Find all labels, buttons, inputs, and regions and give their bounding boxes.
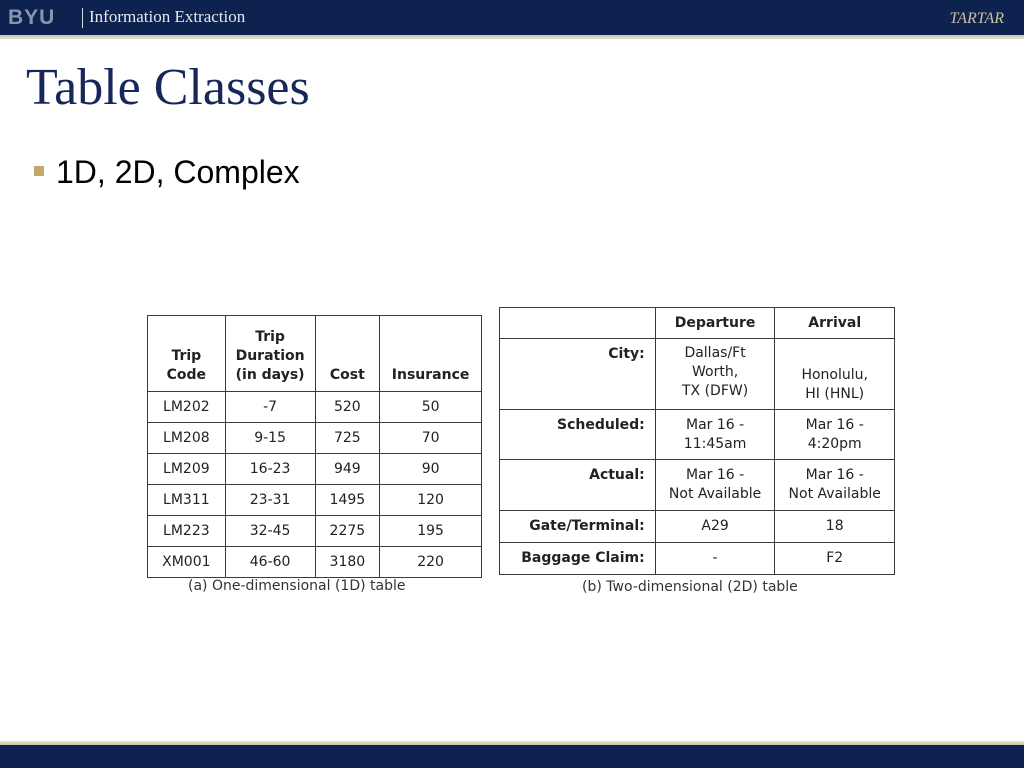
header-right-label: TARTAR (949, 10, 1004, 27)
table-cell (655, 410, 775, 460)
footer-bar (0, 745, 1024, 768)
table-cell: 949 (315, 454, 380, 485)
table-row (148, 516, 482, 547)
cell-text: Honolulu, HI (HNL) (801, 367, 868, 402)
row-header-cell: City: (500, 339, 656, 410)
table-cell (775, 460, 895, 511)
slide-title: Table Classes (26, 59, 310, 116)
table-cell: 18 (775, 511, 895, 543)
table-cell (655, 460, 775, 511)
table-cell: 23-31 (225, 485, 315, 516)
header-cell: Arrival (775, 308, 895, 339)
table-cell: LM209 (148, 454, 226, 485)
table-cell: - (655, 543, 775, 575)
table-row (500, 543, 895, 575)
table-row (148, 547, 482, 578)
table1-caption: (a) One-dimensional (1D) table (188, 578, 406, 594)
cell-text: Mar 16 - 11:45am (683, 416, 747, 452)
table-cell (775, 339, 895, 410)
table-header-row (500, 308, 895, 339)
table-cell: 220 (380, 547, 482, 578)
table-row (500, 339, 895, 410)
table-cell: 46-60 (225, 547, 315, 578)
table-cell: 50 (380, 392, 482, 423)
byu-logo: BYU (8, 6, 56, 29)
table-cell: LM208 (148, 423, 226, 454)
table-row (148, 485, 482, 516)
table-cell: 520 (315, 392, 380, 423)
header-label: Trip Duration (in days) (235, 329, 305, 383)
cell-text: Mar 16 - Not Available (788, 467, 881, 502)
cell-text: Mar 16 - 4:20pm (805, 416, 864, 452)
table-cell: 2275 (315, 516, 380, 547)
header-cell (225, 316, 315, 392)
bullet-text: 1D, 2D, Complex (56, 154, 300, 190)
table-cell: A29 (655, 511, 775, 543)
header-label: Cost (329, 367, 365, 383)
row-header-cell: Scheduled: (500, 410, 656, 460)
table-cell: -7 (225, 392, 315, 423)
header-bar (0, 0, 1024, 35)
table-row (148, 423, 482, 454)
header-divider (0, 35, 1024, 39)
table-cell: 9-15 (225, 423, 315, 454)
table-cell: 90 (380, 454, 482, 485)
table-cell: LM223 (148, 516, 226, 547)
header-cell (500, 308, 656, 339)
table-row (148, 392, 482, 423)
table-cell: 195 (380, 516, 482, 547)
table-cell (775, 410, 895, 460)
cell-text: Dallas/Ft Worth, TX (DFW) (681, 345, 749, 399)
table-cell: LM202 (148, 392, 226, 423)
table-cell: 120 (380, 485, 482, 516)
table-header-row (148, 316, 482, 392)
table-cell: F2 (775, 543, 895, 575)
table-cell: LM311 (148, 485, 226, 516)
table-cell: 16-23 (225, 454, 315, 485)
table-cell: 32-45 (225, 516, 315, 547)
one-dimensional-table (147, 315, 482, 578)
table-cell: 70 (380, 423, 482, 454)
header-cell (315, 316, 380, 392)
table-cell (655, 339, 775, 410)
row-header-cell: Gate/Terminal: (500, 511, 656, 543)
table-cell: 725 (315, 423, 380, 454)
two-dimensional-table (499, 307, 895, 575)
row-header-cell: Actual: (500, 460, 656, 511)
header-cell (380, 316, 482, 392)
bullet-square-icon (34, 166, 44, 176)
table-cell: XM001 (148, 547, 226, 578)
table-cell: 3180 (315, 547, 380, 578)
table-row (148, 454, 482, 485)
table-cell: 1495 (315, 485, 380, 516)
cell-text: Mar 16 - Not Available (668, 467, 762, 502)
header-separator (82, 8, 83, 28)
row-header-cell: Baggage Claim: (500, 543, 656, 575)
header-label: Insurance (391, 367, 470, 383)
header-label: Trip Code (166, 348, 207, 383)
table-row (500, 511, 895, 543)
table-row (500, 460, 895, 511)
table-row (500, 410, 895, 460)
table2-caption: (b) Two-dimensional (2D) table (582, 579, 798, 595)
header-title: Information Extraction (89, 7, 246, 26)
header-cell: Departure (655, 308, 775, 339)
header-cell (148, 316, 226, 392)
